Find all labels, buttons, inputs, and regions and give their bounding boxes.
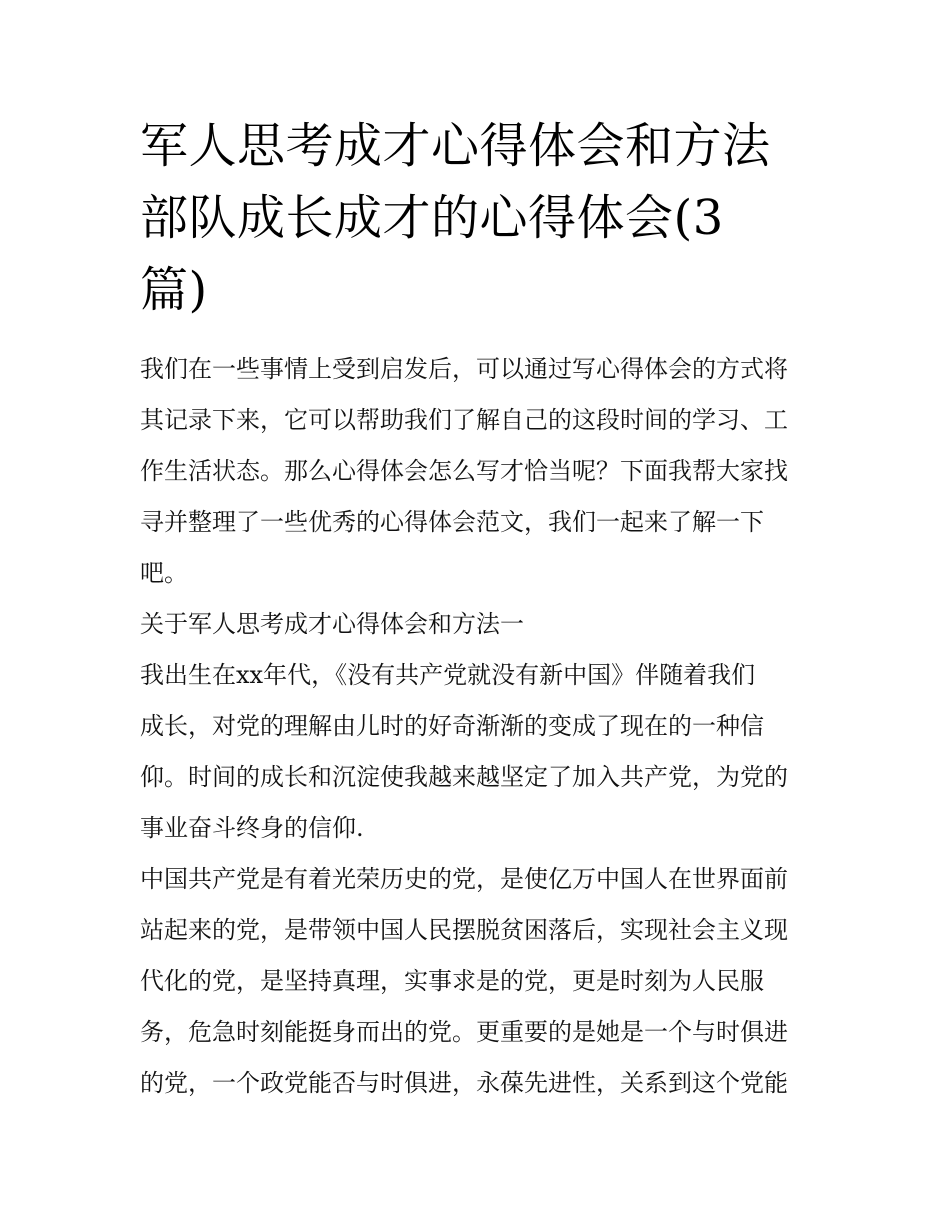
body-line: 中国共产党是有着光荣历史的党，是使亿万中国人在世界面前 [140,865,788,893]
body-line: 事业奋斗终身的信仰. [140,814,364,842]
title-line: 篇) [140,262,208,318]
body-line: 的党，一个政党能否与时俱进，永葆先进性，关系到这个党能 [140,1069,788,1097]
body-line: 仰。时间的成长和沉淀使我越来越坚定了加入共产党，为党的 [140,763,788,791]
body-line: 我出生在xx年代，《没有共产党就没有新中国》伴随着我们 [140,661,756,689]
document-body [140,344,812,1109]
body-line: 代化的党，是坚持真理，实事求是的党，更是时刻为人民服 [140,967,764,995]
body-line: 站起来的党，是带领中国人民摆脱贫困落后，实现社会主义现 [140,916,788,944]
document-page [140,110,812,1109]
document-title [140,110,812,326]
title-line: 军人思考成才心得体会和方法 [140,118,771,174]
body-line: 务，危急时刻能挺身而出的党。更重要的是她是一个与时俱进 [140,1018,788,1046]
body-line: 吧。 [140,559,188,587]
body-line: 寻并整理了一些优秀的心得体会范文，我们一起来了解一下 [140,508,764,536]
title-line: 部队成长成才的心得体会(3 [140,190,724,246]
body-line: 其记录下来，它可以帮助我们了解自己的这段时间的学习、工 [140,406,788,434]
body-line: 作生活状态。那么心得体会怎么写才恰当呢？下面我帮大家找 [140,457,788,485]
section-heading: 关于军人思考成才心得体会和方法一 [140,610,524,638]
body-line: 成长，对党的理解由儿时的好奇渐渐的变成了现在的一种信 [140,712,764,740]
body-line: 我们在一些事情上受到启发后，可以通过写心得体会的方式将 [140,355,788,383]
